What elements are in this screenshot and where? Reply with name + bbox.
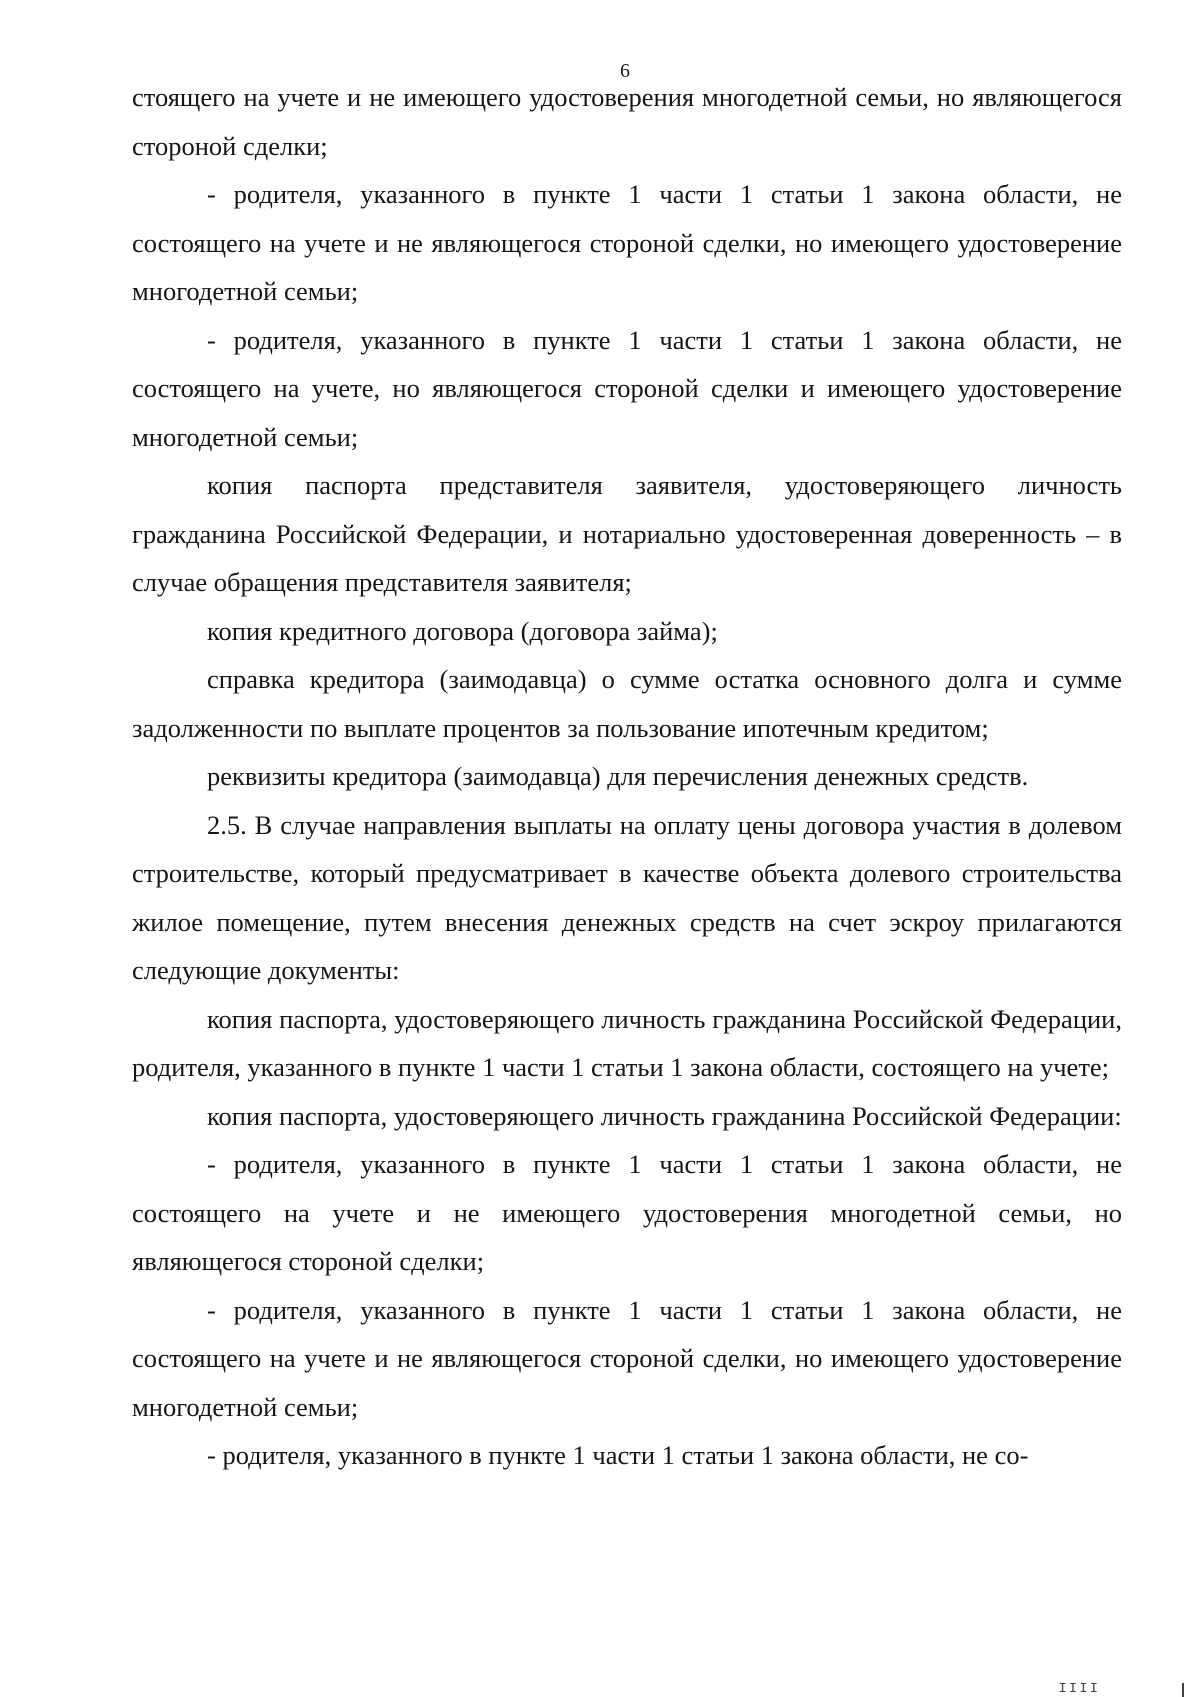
paragraph: копия кредитного договора (договора займа); bbox=[207, 615, 718, 646]
paragraph: копия паспорта представителя заявителя, удостоверяющего личность гражданина Российской Федерации, и нотариально удостоверенная доверенность – в случае обращения представителя заявителя; bbox=[132, 470, 1122, 597]
scan-marks: IIII bbox=[1058, 1681, 1100, 1697]
paragraph: копия паспорта, удостоверяющего личность гражданина Российской Федерации: bbox=[207, 1100, 1122, 1131]
scan-edge-mark bbox=[1182, 1683, 1184, 1697]
paragraph: копия паспорта, удостоверяющего личность гражданина Российской Федерации, родителя, указанного в пункте 1 части 1 статьи 1 закона области, состоящего на учете; bbox=[132, 1003, 1122, 1082]
document-body bbox=[132, 73, 1122, 1480]
paragraph: - родителя, указанного в пункте 1 части 1 статьи 1 закона области, не состоящего на учете, но являющегося стороной сделки и имеющего удостоверение многодетной семьи; bbox=[132, 324, 1122, 452]
paragraph: реквизиты кредитора (заимодавца) для перечисления денежных средств. bbox=[207, 761, 1029, 791]
page-number: 6 bbox=[620, 60, 630, 82]
paragraph: 2.5. В случае направления выплаты на оплату цены договора участия в долевом строительстве, который предусматривает в качестве объекта долевого строительства жилое помещение, путем внесения денежных средств на счет эскроу прилагаются следующие документы: bbox=[132, 809, 1122, 985]
paragraph: - родителя, указанного в пункте 1 части 1 статьи 1 закона области, не состоящего на учете и не являющегося стороной сделки, но имеющего удостоверение многодетной семьи; bbox=[132, 1294, 1122, 1422]
paragraph: стоящего на учете и не имеющего удостоверения многодетной семьи, но являющегося стороной сделки; bbox=[132, 82, 1122, 161]
paragraph: - родителя, указанного в пункте 1 части 1 статьи 1 закона области, не состоящего на учете и не являющегося стороной сделки, но имеющего удостоверение многодетной семьи; bbox=[132, 179, 1122, 306]
paragraph: - родителя, указанного в пункте 1 части 1 статьи 1 закона области, не со- bbox=[207, 1440, 1029, 1470]
paragraph: справка кредитора (заимодавца) о сумме остатка основного долга и сумме задолженности по выплате процентов за пользование ипотечным кредитом; bbox=[132, 664, 1122, 743]
paragraph: - родителя, указанного в пункте 1 части 1 статьи 1 закона области, не состоящего на учете и не имеющего удостоверения многодетной семьи, но являющегося стороной сделки; bbox=[132, 1149, 1122, 1276]
